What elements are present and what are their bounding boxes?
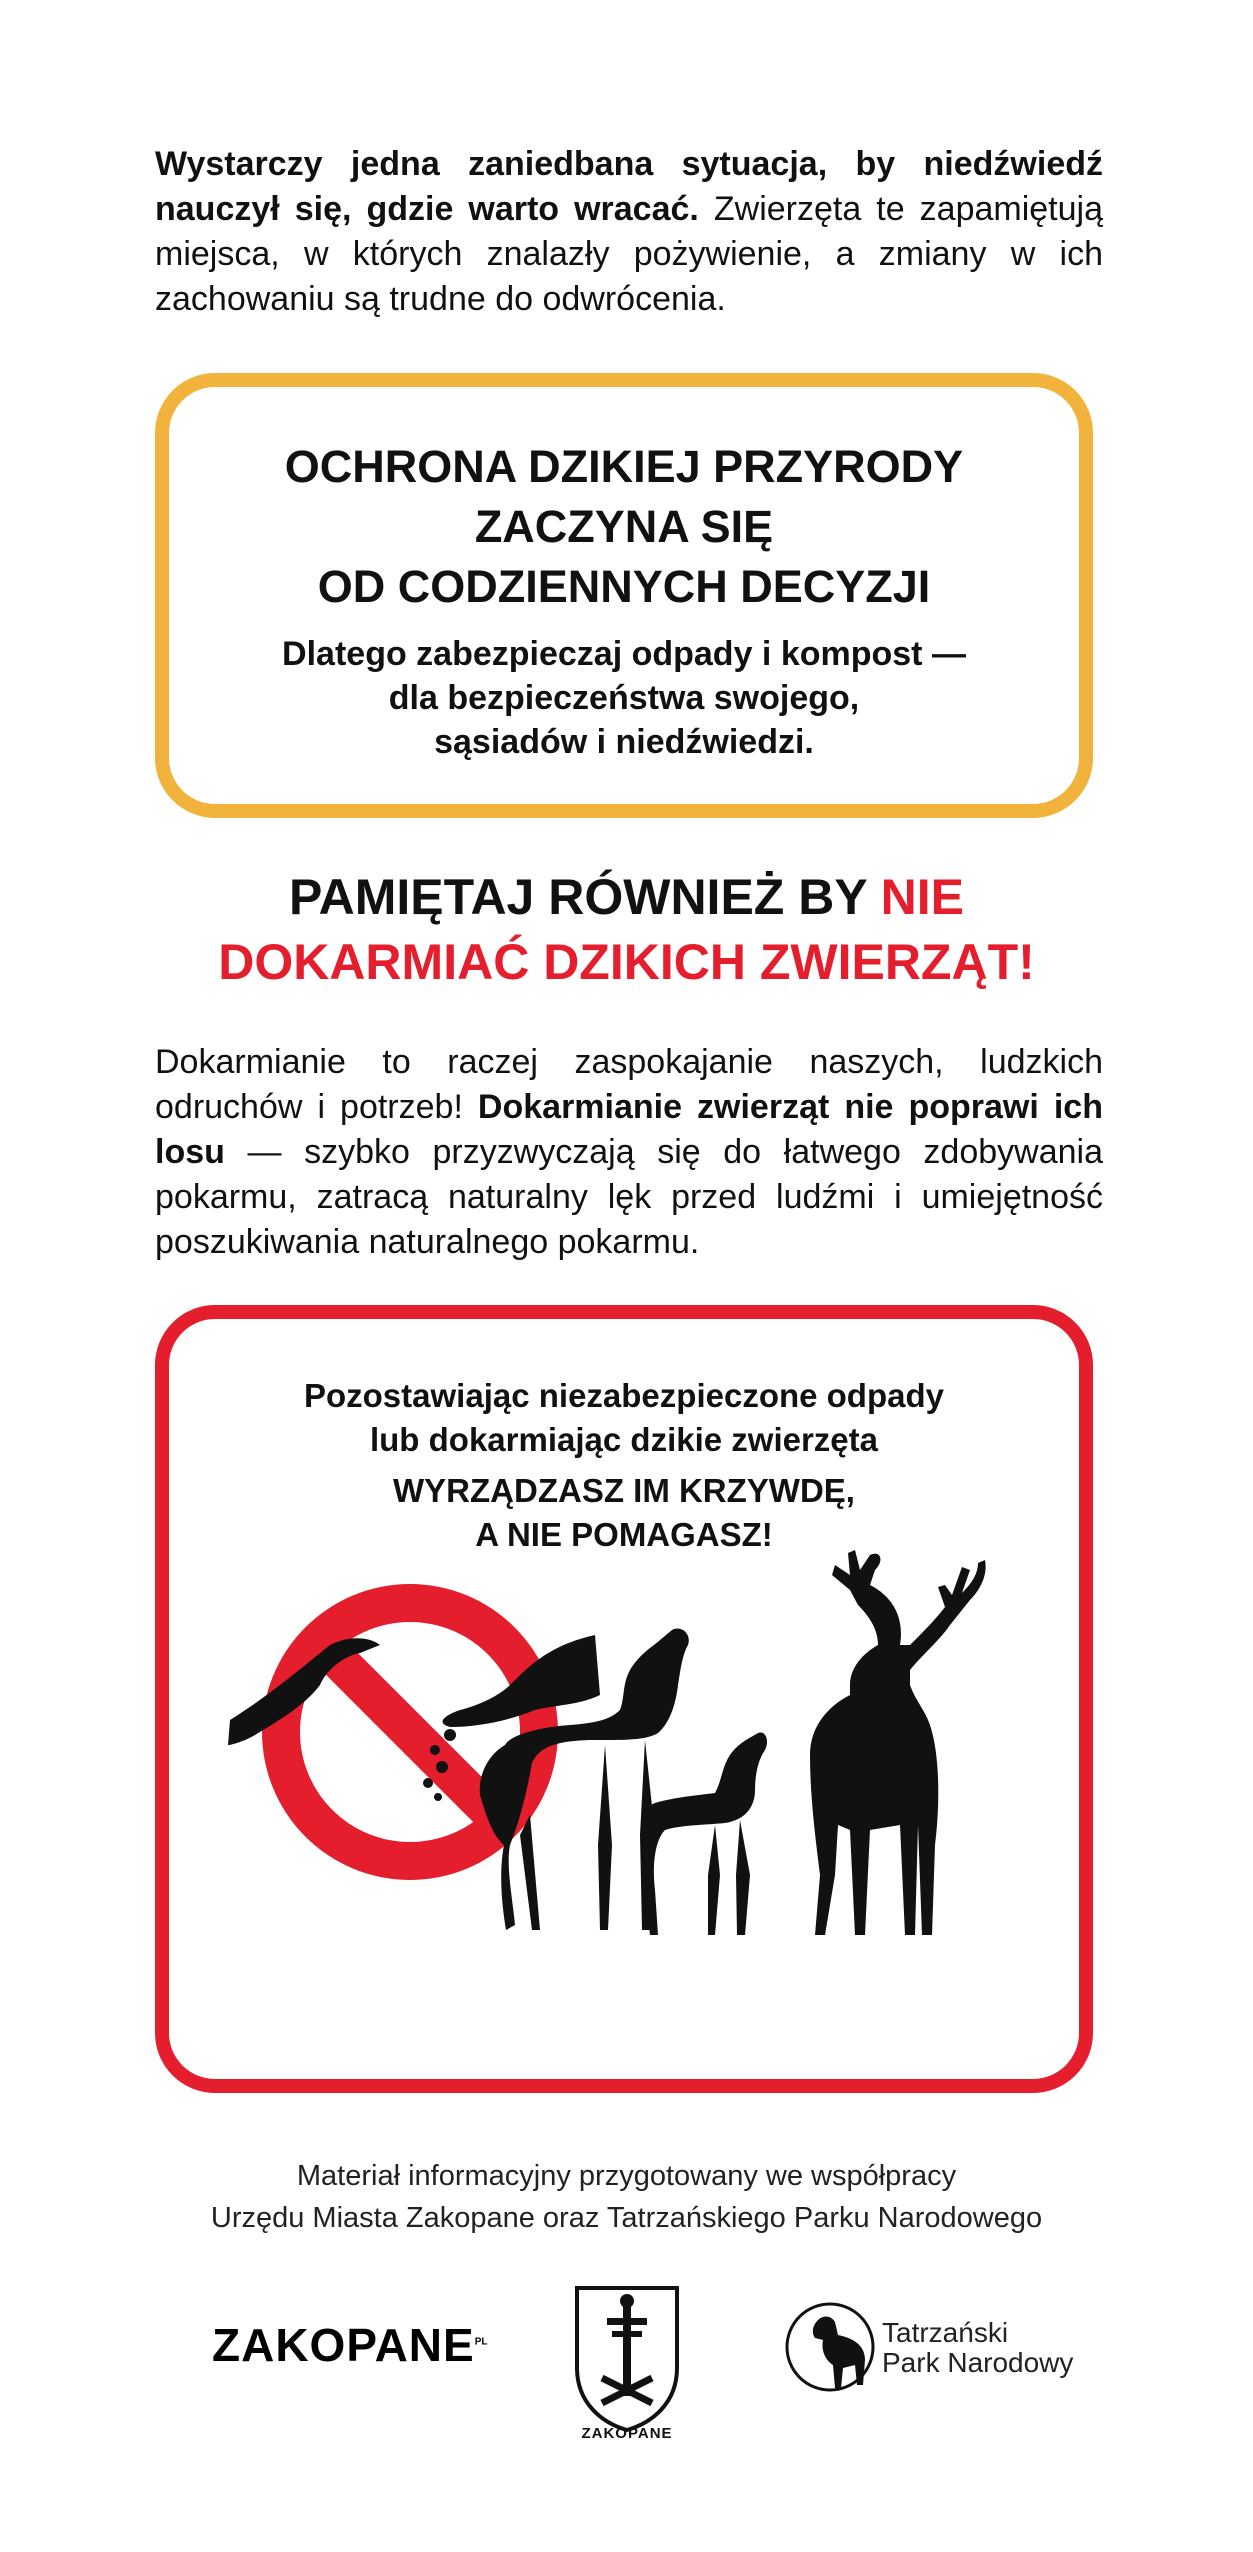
- intro-paragraph: [155, 142, 1103, 322]
- wildlife-illustration: [210, 1545, 1070, 2015]
- intro-bold: Wystarczy jedna zaniedbana sytuacja, by niedźwiedź nauczył się, gdzie warto wracać.: [155, 145, 1103, 228]
- feeding-text-2: — szybko przyzwyczają się do łatwego zdobywania pokarmu, zatracą naturalny lęk przed ludźmi i umiejętność poszukiwania naturalnego pokarmu.: [155, 1133, 1103, 1261]
- footer-credits: [0, 2155, 1253, 2239]
- orange-title-line: ZACZYNA SIĘ: [474, 501, 774, 552]
- orange-info-box: [155, 373, 1093, 818]
- remember-heading: [0, 865, 1253, 995]
- footer-line: Urzędu Miasta Zakopane oraz Tatrzańskiego Parku Narodowego: [210, 2202, 1043, 2234]
- zakopane-suffix: PL: [474, 2336, 488, 2348]
- chamois-logo-icon: [783, 2300, 878, 2395]
- red-sub-line: lub dokarmiając dzikie zwierzęta: [369, 1421, 879, 1458]
- fawn-silhouette-icon: [642, 1732, 767, 1935]
- orange-title-line: OCHRONA DZIKIEJ PRZYRODY: [284, 441, 964, 492]
- red-title-line: A NIE POMAGASZ!: [475, 1516, 773, 1553]
- orange-sub-line: dla bezpieczeństwa swojego,: [388, 679, 860, 717]
- remember-red-text: NIE: [880, 869, 965, 925]
- red-title-line: WYRZĄDZASZ IM KRZYWDĘ,: [393, 1472, 855, 1509]
- remember-red-line: DOKARMIAĆ DZIKICH ZWIERZĄT!: [218, 934, 1035, 990]
- red-box-subtitle: [169, 1374, 1079, 1462]
- orange-box-title: [169, 437, 1079, 617]
- zakopane-wordmark: ZAKOPANE: [212, 2319, 475, 2371]
- orange-box-subtitle: [169, 632, 1079, 764]
- feeding-paragraph: [155, 1040, 1103, 1265]
- feeding-text-1: Dokarmianie to raczej zaspokajanie naszych, ludzkich odruchów i potrzeb!: [155, 1043, 1103, 1126]
- remember-black-text: PAMIĘTAJ RÓWNIEŻ BY: [288, 869, 881, 925]
- tpn-line: Park Narodowy: [882, 2347, 1074, 2378]
- orange-title-line: OD CODZIENNYCH DECYZJI: [317, 561, 931, 612]
- tpn-name: [882, 2318, 1073, 2378]
- red-box-title: [169, 1469, 1079, 1557]
- zakopane-crest-icon: [572, 2283, 682, 2433]
- orange-sub-line: Dlatego zabezpieczaj odpady i kompost —: [282, 635, 966, 673]
- crest-label: ZAKOPANE: [581, 2425, 673, 2442]
- feeding-bold: Dokarmianie zwierząt nie poprawi ich losu: [155, 1088, 1103, 1171]
- orange-sub-line: sąsiadów i niedźwiedzi.: [434, 723, 814, 761]
- red-sub-line: Pozostawiając niezabezpieczone odpady: [303, 1377, 944, 1414]
- zakopane-logo: [212, 2318, 488, 2372]
- intro-rest: Zwierzęta te zapamiętują miejsca, w których znalazły pożywienie, a zmiany w ich zachowaniu są trudne do odwrócenia.: [155, 190, 1103, 318]
- stag-silhouette-icon: [810, 1550, 986, 1935]
- tpn-line: Tatrzański: [882, 2317, 1009, 2348]
- footer-line: Materiał informacyjny przygotowany we współpracy: [296, 2160, 957, 2192]
